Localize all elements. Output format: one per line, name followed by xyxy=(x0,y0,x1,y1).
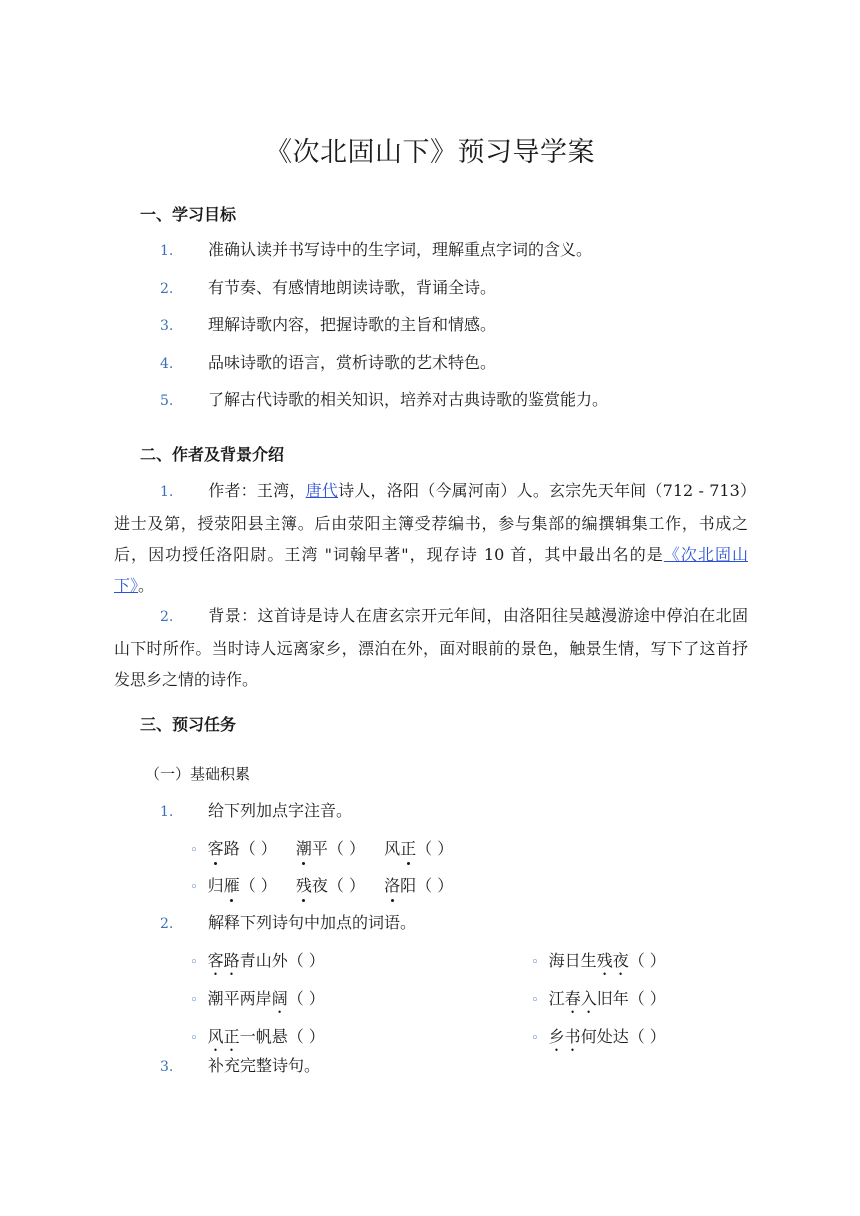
goal-text: 理解诗歌内容，把握诗歌的主旨和情感。 xyxy=(208,315,497,334)
bullet-icon: ◦ xyxy=(190,993,198,1008)
list-number: 5. xyxy=(160,393,174,409)
dotted-word: 阔 xyxy=(271,989,288,1008)
item-rest: 路（ ） xyxy=(223,839,277,858)
item-rest: （ ） xyxy=(628,951,666,970)
subheading-basics: （一）基础积累 xyxy=(145,765,251,783)
bullet-icon: ◦ xyxy=(190,843,198,858)
section-heading-author: 二、作者及背景介绍 xyxy=(140,445,285,464)
goal-item xyxy=(160,351,496,375)
phrase-item xyxy=(531,986,666,1012)
goal-item xyxy=(160,276,496,300)
question-1 xyxy=(160,799,352,823)
pinyin-row-1 xyxy=(190,836,453,862)
dotted-char: 雁 xyxy=(224,873,240,899)
item-pre: 海日生 xyxy=(548,951,597,970)
author-paragraph xyxy=(114,475,748,601)
item-pre: 潮平两岸 xyxy=(207,989,272,1008)
dotted-word: 残夜 xyxy=(596,951,629,970)
item-rest: 平（ ） xyxy=(311,839,365,858)
author-text-2: 诗人，洛阳（今属河南）人。玄宗先天年间（712 - 713）进士及第，授荥阳县主簿。后由荥阳主簿受荐编书，参与集部的编撰辑集工作，书成之后，因功授任洛阳尉。王湾 "词翰早著"，现存诗 10 首，其中最出名的是 xyxy=(114,481,748,564)
link-tang-dynasty[interactable]: 唐代 xyxy=(305,481,339,500)
question-3 xyxy=(160,1054,320,1078)
item-rest: 何处达（ ） xyxy=(580,1027,666,1046)
question-text: 解释下列诗句中加点的词语。 xyxy=(208,913,417,932)
author-text-1: 作者：王湾， xyxy=(208,481,306,500)
dotted-char: 正 xyxy=(400,836,416,862)
background-text: 背景：这首诗是诗人在唐玄宗开元年间，由洛阳往吴越漫游途中停泊在北固山下时所作。当时诗人远离家乡，漂泊在外，面对眼前的景色，触景生情，写下了这首抒发思乡之情的诗作。 xyxy=(114,606,748,689)
bullet-icon: ◦ xyxy=(531,955,539,970)
dotted-char: 客 xyxy=(208,836,224,862)
list-number: 1. xyxy=(160,243,174,259)
item-rest: （ ） xyxy=(239,876,277,895)
list-number: 2. xyxy=(160,281,174,297)
dotted-word: 春入 xyxy=(564,989,597,1008)
item-pre: 归 xyxy=(207,876,224,895)
author-text-3: 。 xyxy=(138,576,155,595)
item-pre: 江 xyxy=(548,989,565,1008)
phrase-item xyxy=(190,1024,325,1050)
phrase-item xyxy=(531,948,666,974)
bullet-icon: ◦ xyxy=(531,1031,539,1046)
dotted-char: 潮 xyxy=(296,836,312,862)
page-title: 《次北固山下》预习导学案 xyxy=(265,137,595,168)
goal-text: 有节奏、有感情地朗读诗歌，背诵全诗。 xyxy=(208,278,497,297)
bullet-icon: ◦ xyxy=(190,955,198,970)
item-rest: （ ） xyxy=(287,989,325,1008)
goal-item xyxy=(160,313,496,337)
phrase-item xyxy=(190,948,325,974)
item-rest: 夜（ ） xyxy=(311,876,365,895)
list-number: 2. xyxy=(160,609,174,625)
background-paragraph xyxy=(114,600,748,695)
list-number: 2. xyxy=(160,916,174,932)
dotted-word: 风正 xyxy=(207,1027,240,1046)
item-pre: 风 xyxy=(384,839,401,858)
item-rest: 旧年（ ） xyxy=(596,989,666,1008)
item-rest: 阳（ ） xyxy=(400,876,454,895)
goal-item xyxy=(160,238,592,262)
bullet-icon: ◦ xyxy=(190,1031,198,1046)
dotted-word: 乡书 xyxy=(548,1027,581,1046)
list-number: 4. xyxy=(160,356,174,372)
bullet-icon: ◦ xyxy=(531,993,539,1008)
phrase-item xyxy=(190,986,325,1012)
dotted-char: 洛 xyxy=(384,873,400,899)
question-2 xyxy=(160,911,416,935)
question-text: 给下列加点字注音。 xyxy=(208,801,353,820)
pinyin-row-2 xyxy=(190,873,453,899)
dotted-char: 残 xyxy=(296,873,312,899)
dotted-word: 客路 xyxy=(207,951,240,970)
question-text: 补充完整诗句。 xyxy=(208,1056,321,1075)
link-poem-title[interactable]: 《次北固山下》 xyxy=(114,545,748,595)
list-number: 3. xyxy=(160,1059,174,1075)
list-number: 1. xyxy=(160,484,174,500)
goal-text: 品味诗歌的语言，赏析诗歌的艺术特色。 xyxy=(208,353,497,372)
bullet-icon: ◦ xyxy=(190,880,198,895)
section-heading-goals: 一、学习目标 xyxy=(140,205,237,224)
goal-text: 了解古代诗歌的相关知识，培养对古典诗歌的鉴赏能力。 xyxy=(208,390,609,409)
goal-text: 准确认读并书写诗中的生字词，理解重点字词的含义。 xyxy=(208,240,593,259)
item-rest: （ ） xyxy=(416,839,454,858)
section-heading-tasks: 三、预习任务 xyxy=(140,715,237,734)
item-rest: 青山外（ ） xyxy=(239,951,325,970)
list-number: 1. xyxy=(160,804,174,820)
phrase-item xyxy=(531,1024,666,1050)
item-rest: 一帆悬（ ） xyxy=(239,1027,325,1046)
goal-item xyxy=(160,388,608,412)
list-number: 3. xyxy=(160,318,174,334)
